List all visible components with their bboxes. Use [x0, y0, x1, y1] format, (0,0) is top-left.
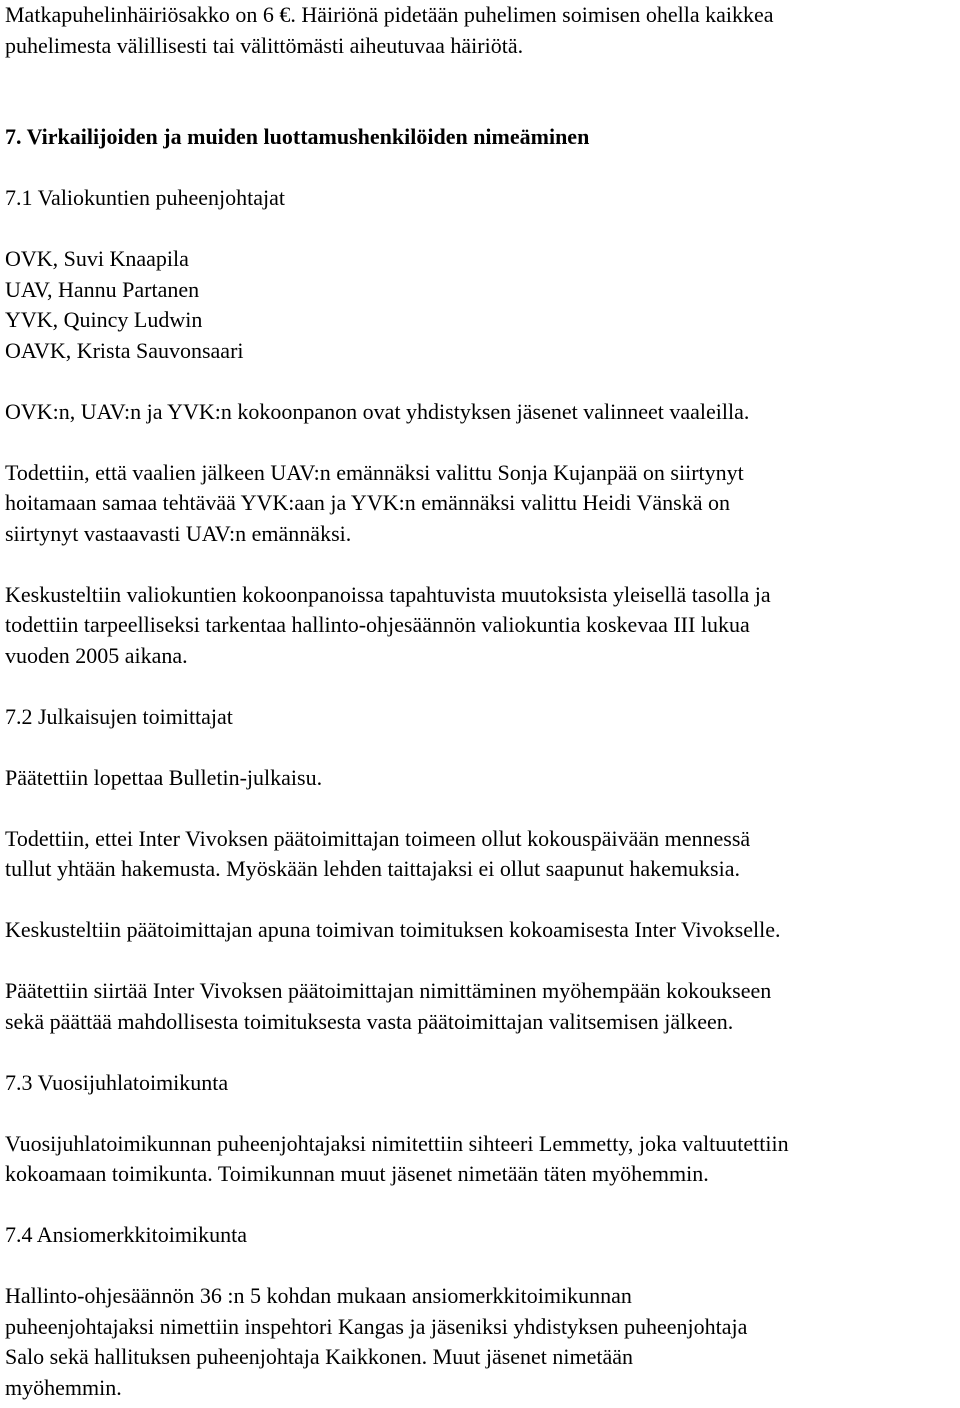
section-7-3-paragraph-1: Vuosijuhlatoimikunnan puheenjohtajaksi nimitettiin sihteeri Lemmetty, joka valtuutettiin kokoamaan toimikunta. Toimikunnan muut jäsenet nimetään täten myöhemmin. [5, 1130, 789, 1186]
section-7-2-paragraph-2: Todettiin, ettei Inter Vivoksen päätoimittajan toimeen ollut kokouspäivään mennessä tullut yhtään hakemusta. Myöskään lehden taittajaksi ei ollut saapunut hakemuksia. [5, 825, 751, 881]
section-7-heading: 7. Virkailijoiden ja muiden luottamushenkilöiden nimeäminen [5, 124, 590, 149]
intro-paragraph: Matkapuhelinhäiriösakko on 6 €. Häiriönä pidetään puhelimen soimisen ohella kaikkea puhelimesta välillisesti tai välittömästi aiheutuvaa häiriötä. [5, 2, 774, 58]
section-7-4-paragraph-1: Hallinto-ohjesäännön 36 :n 5 kohdan mukaan ansiomerkkitoimikunnan puheenjohtajaksi nimettiin inspehtori Kangas ja jäseniksi yhdistyksen puheenjohtaja Salo sekä hallituksen puheenjohtaja Kaikkonen. Muut jäsenet nimetään myöhemmin. [5, 1283, 748, 1400]
section-7-2-paragraph-1: Päätettiin lopettaa Bulletin-julkaisu. [5, 764, 323, 790]
section-7-3-heading: 7.3 Vuosijuhlatoimikunta [5, 1069, 229, 1095]
section-7-2-paragraph-3: Keskusteltiin päätoimittajan apuna toimivan toimituksen kokoamisesta Inter Vivokselle. [5, 917, 781, 942]
section-7-4-heading: 7.4 Ansiomerkkitoimikunta [5, 1222, 247, 1247]
section-7-2-paragraph-4: Päätettiin siirtää Inter Vivoksen päätoimittajan nimittäminen myöhempään kokoukseen sekä päättää mahdollisesta toimituksesta vasta päätoimittajan valitsemisen jälkeen. [5, 978, 772, 1034]
section-7-2-heading: 7.2 Julkaisujen toimittajat [5, 703, 233, 729]
section-7-1-paragraph-2: Todettiin, että vaalien jälkeen UAV:n emännäksi valittu Sonja Kujanpää on siirtynyt hoitamaan samaa tehtävää YVK:aan ja YVK:n emännäksi valittu Heidi Vänskä on siirtynyt vastaavasti UAV:n emännäksi. [5, 459, 744, 546]
section-7-1-paragraph-3: Keskusteltiin valiokuntien kokoonpanoissa tapahtuvista muutoksista yleisellä tasolla ja todettiin tarpeelliseksi tarkentaa hallinto-ohjesäännön valiokuntia koskevaa III lukua vuoden 2005 aikana. [5, 581, 771, 668]
committee-chairs-list: OVK, Suvi Knaapila UAV, Hannu Partanen YVK, Quincy Ludwin OAVK, Krista Sauvonsaari [5, 246, 244, 363]
document-page [5, 0, 955, 1403]
section-7-1-heading: 7.1 Valiokuntien puheenjohtajat [5, 185, 286, 210]
section-7-1-paragraph-1: OVK:n, UAV:n ja YVK:n kokoonpanon ovat yhdistyksen jäsenet valinneet vaaleilla. [5, 398, 750, 424]
